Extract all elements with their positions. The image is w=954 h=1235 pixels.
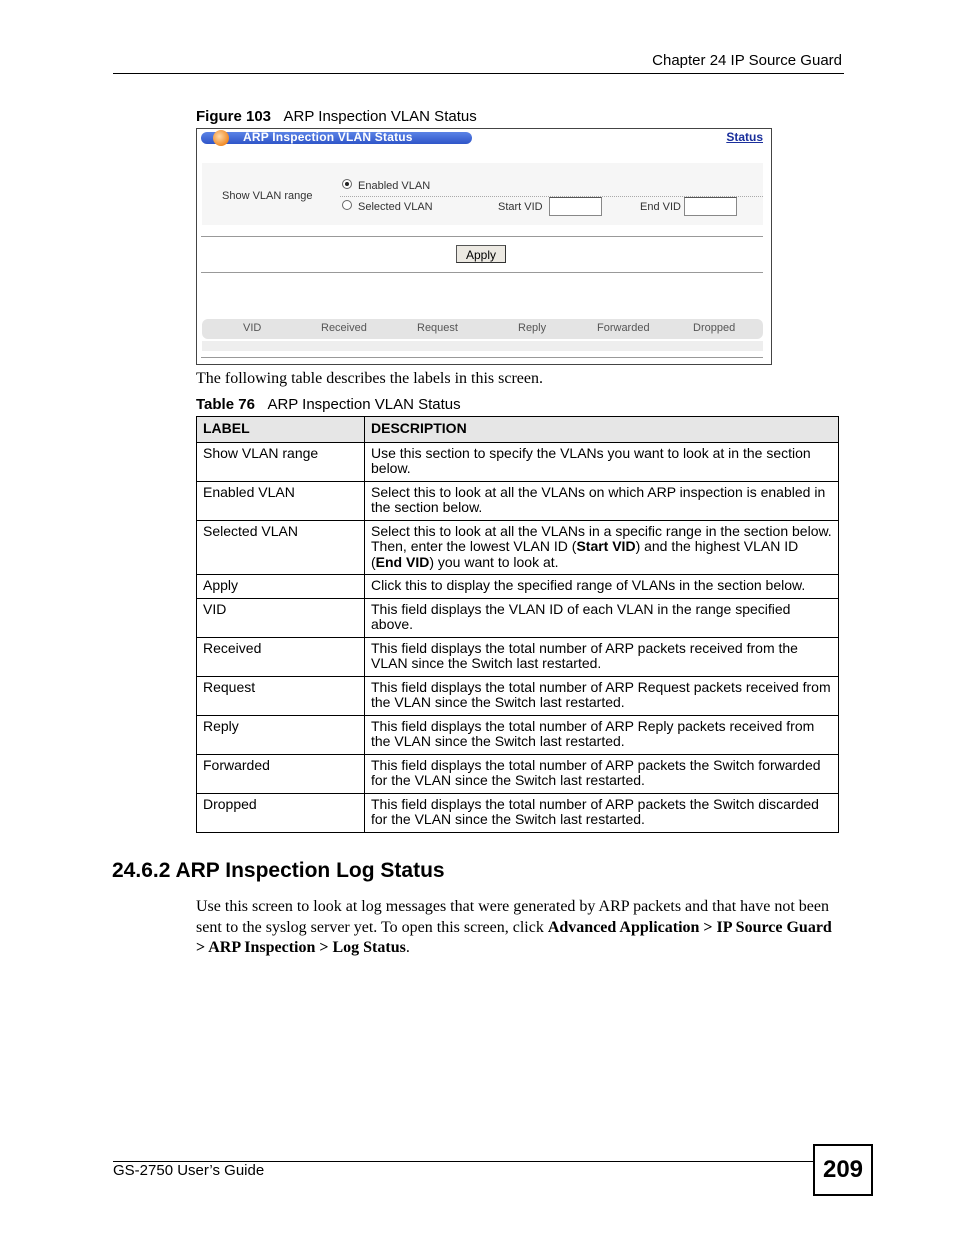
row-description: This field displays the total number of ARP Request packets received from the VLAN since the Switch last restarted. xyxy=(365,676,839,715)
menu-path: Advanced Application > IP Source Guard > ARP Inspection > Log Status xyxy=(196,918,832,956)
apply-button[interactable]: Apply xyxy=(456,245,506,263)
vlan-range-section xyxy=(202,163,763,225)
table-row xyxy=(197,575,839,599)
following-text: The following table describes the labels in this screen. xyxy=(196,370,544,387)
status-link[interactable]: Status xyxy=(726,130,763,144)
selected-vlan-label: Selected VLAN xyxy=(358,201,433,213)
desc-text: ) you want to look at. xyxy=(429,553,559,570)
row-description: This field displays the total number of ARP Reply packets received from the VLAN since the Switch last restarted. xyxy=(365,715,839,754)
desc-text: ) and the highest VLAN ID ( xyxy=(371,538,799,570)
row-description: This field displays the total number of ARP packets the Switch discarded for the VLAN since the Switch last restarted. xyxy=(365,793,839,832)
figure-caption xyxy=(196,108,477,125)
screen-title-bar xyxy=(201,132,472,144)
enabled-vlan-label: Enabled VLAN xyxy=(358,180,431,192)
body-text-part: . xyxy=(405,939,410,956)
start-vid-input[interactable] xyxy=(549,197,602,216)
row-description: This field displays the total number of ARP packets the Switch forwarded for the VLAN since the Switch last restarted. xyxy=(365,754,839,793)
enabled-vlan-radio[interactable] xyxy=(342,179,352,189)
chapter-header: Chapter 24 IP Source Guard xyxy=(652,52,842,69)
section-title: 24.6.2 ARP Inspection Log Status xyxy=(112,859,445,882)
desc-text: Select this to look at all the VLANs in a specific range in the section below. Then, enter the lowest VLAN ID ( xyxy=(371,522,832,554)
row-description: Select this to look at all the VLANs on which ARP inspection is enabled in the section below. xyxy=(365,481,839,520)
page-number: 209 xyxy=(813,1144,873,1196)
figure-title: ARP Inspection VLAN Status xyxy=(283,108,477,125)
status-table-empty-row xyxy=(202,341,763,351)
row-description: This field displays the total number of ARP packets received from the VLAN since the Switch last restarted. xyxy=(365,637,839,676)
table-row xyxy=(197,715,839,754)
section-body xyxy=(196,897,841,959)
row-label: Enabled VLAN xyxy=(197,481,365,520)
col-forwarded: Forwarded xyxy=(597,322,650,334)
row-label: Selected VLAN xyxy=(197,520,365,575)
arp-inspection-vlan-status-screen xyxy=(196,128,772,365)
screen-title: ARP Inspection VLAN Status xyxy=(243,130,413,144)
table-row xyxy=(197,520,839,575)
row-label: Received xyxy=(197,637,365,676)
col-received: Received xyxy=(321,322,367,334)
row-description: Click this to display the specified range of VLANs in the section below. xyxy=(365,575,839,599)
figure-number: Figure 103 xyxy=(196,108,272,125)
row-label: Request xyxy=(197,676,365,715)
table-row xyxy=(197,676,839,715)
row-label: Forwarded xyxy=(197,754,365,793)
divider-bottom xyxy=(201,272,763,273)
selected-vlan-radio[interactable] xyxy=(342,200,352,210)
table-row xyxy=(197,754,839,793)
row-label: Reply xyxy=(197,715,365,754)
title-orb-icon xyxy=(213,130,229,146)
table-row xyxy=(197,442,839,481)
header-description: DESCRIPTION xyxy=(365,417,839,443)
divider-end xyxy=(201,357,763,358)
header-rule xyxy=(113,73,844,74)
row-label: VID xyxy=(197,598,365,637)
row-label: Show VLAN range xyxy=(197,442,365,481)
row-description xyxy=(365,520,839,575)
body-text-part: Use this screen to look at log messages that were generated by ARP packets and that have not been sent to the syslog server yet. To open this screen, click xyxy=(196,898,829,936)
guide-title: GS-2750 User’s Guide xyxy=(113,1162,265,1179)
label-description-table xyxy=(196,416,839,833)
row-description: This field displays the VLAN ID of each VLAN in the range specified above. xyxy=(365,598,839,637)
status-table-header xyxy=(202,319,763,339)
col-dropped: Dropped xyxy=(693,322,736,334)
col-vid: VID xyxy=(243,322,262,334)
end-vid-label: End VID xyxy=(640,201,681,213)
header-label: LABEL xyxy=(197,417,365,443)
col-request: Request xyxy=(417,322,458,334)
table-row xyxy=(197,637,839,676)
table-row xyxy=(197,793,839,832)
table-row xyxy=(197,598,839,637)
row-label: Dropped xyxy=(197,793,365,832)
table-header-row xyxy=(197,417,839,443)
table-caption xyxy=(196,396,461,413)
desc-bold: Start VID xyxy=(576,538,636,554)
table-row xyxy=(197,481,839,520)
row-description: Use this section to specify the VLANs you want to look at in the section below. xyxy=(365,442,839,481)
desc-bold: End VID xyxy=(375,553,430,570)
col-reply: Reply xyxy=(518,322,547,334)
start-vid-label: Start VID xyxy=(498,201,543,213)
table-title: ARP Inspection VLAN Status xyxy=(267,396,461,413)
show-vlan-range-label: Show VLAN range xyxy=(222,190,313,202)
row-label: Apply xyxy=(197,575,365,599)
table-number: Table 76 xyxy=(196,396,255,413)
end-vid-input[interactable] xyxy=(684,197,737,216)
divider-top xyxy=(201,236,763,237)
